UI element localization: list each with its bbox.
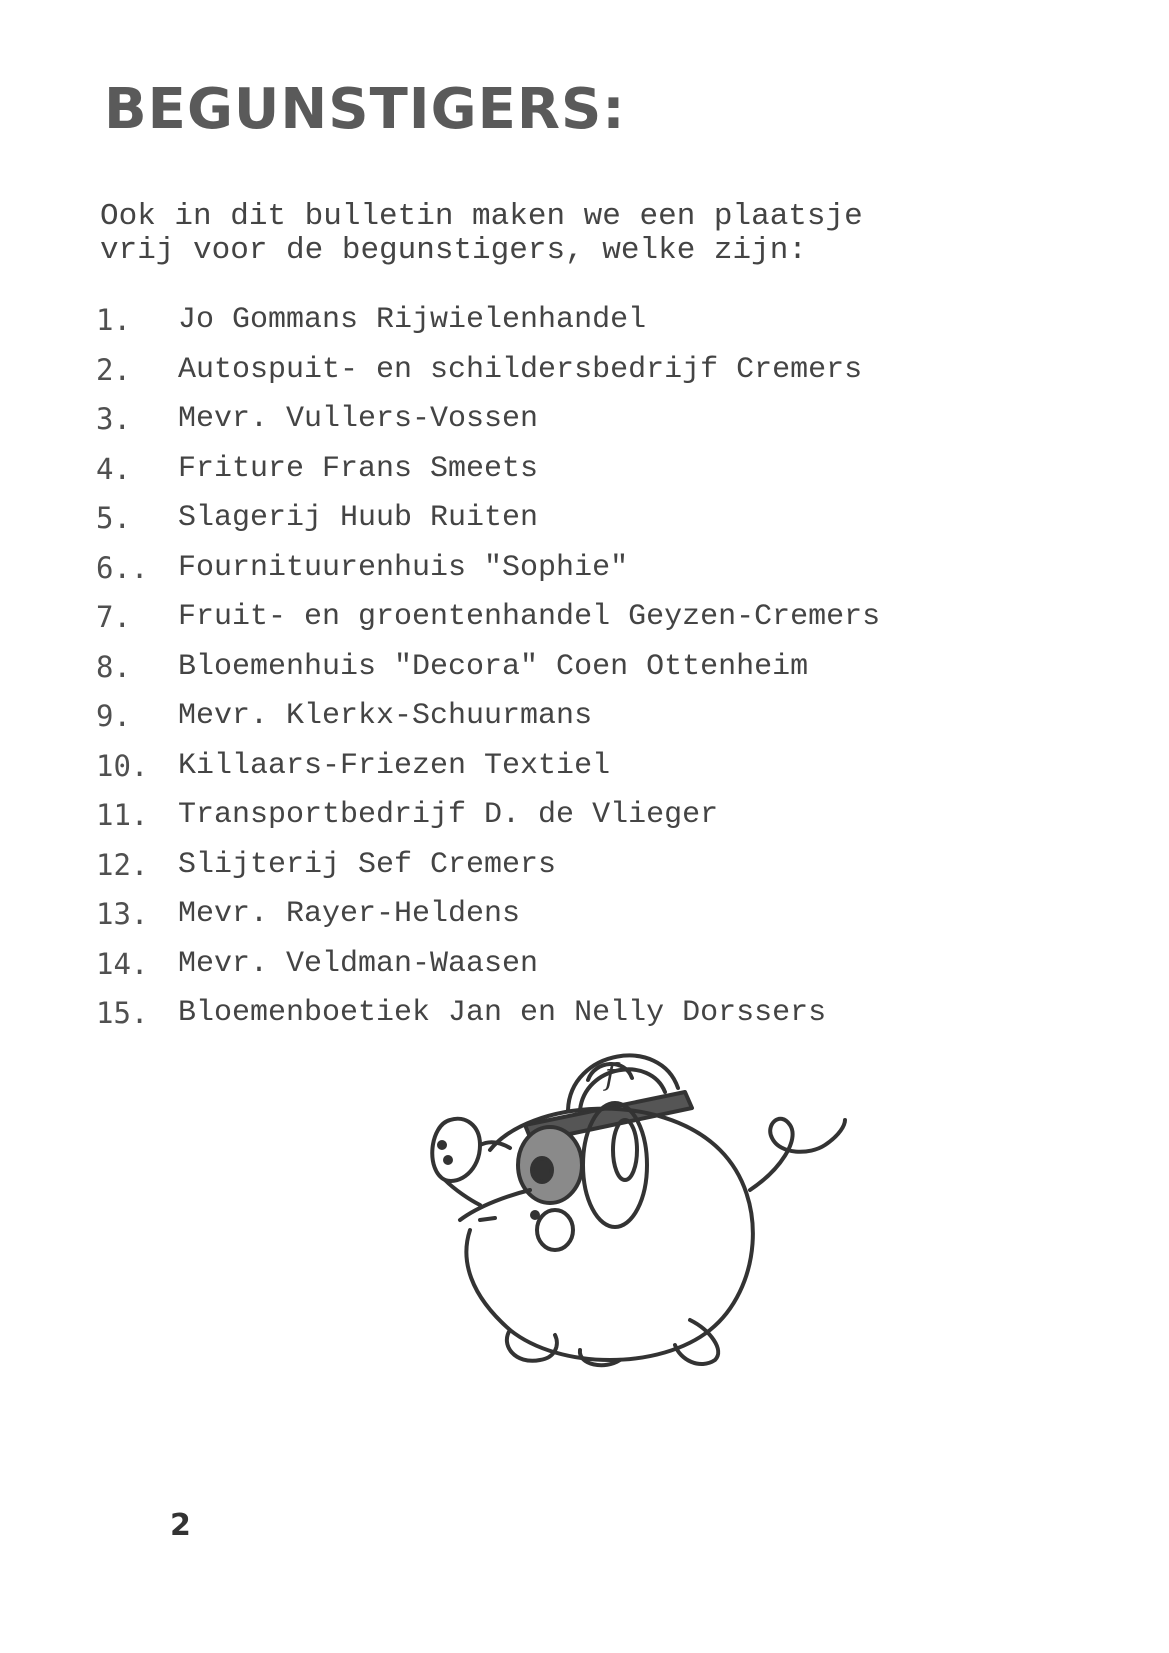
item-text: Killaars-Friezen Textiel [178, 748, 611, 783]
item-text: Slijterij Sef Cremers [178, 847, 557, 882]
item-text: Friture Frans Smeets [178, 451, 539, 486]
item-text: Fournituurenhuis "Sophie" [178, 550, 629, 585]
item-number: 2. [96, 352, 131, 387]
list-item [96, 399, 880, 449]
item-number: 9. [96, 699, 131, 733]
list-item [96, 795, 880, 845]
page-number: 2 [170, 1508, 191, 1543]
list-item [96, 746, 880, 796]
item-text: Autospuit- en schildersbedrijf Cremers [178, 352, 863, 387]
item-text: Mevr. Vullers-Vossen [178, 402, 539, 436]
item-number: 12. [96, 847, 149, 882]
piggy-bank-icon [420, 1030, 900, 1400]
intro-line-2: vrij voor de begunstigers, welke zijn: [100, 233, 807, 268]
item-text: Bloemenboetiek Jan en Nelly Dorssers [178, 996, 827, 1030]
item-text: Slagerij Huub Ruiten [178, 501, 539, 535]
list-item [96, 944, 880, 994]
list-item [96, 300, 880, 350]
item-number: 5. [96, 501, 131, 535]
list-item [96, 597, 880, 647]
page-title: BEGUNSTIGERS: [104, 77, 626, 142]
item-text: Transportbedrijf D. de Vlieger [178, 798, 719, 832]
item-text: Mevr. Rayer-Heldens [178, 897, 521, 931]
list-item [96, 845, 880, 895]
intro-line-1: Ook in dit bulletin maken we een plaatsje [100, 199, 863, 234]
list-item [96, 647, 880, 697]
item-text: Bloemenhuis "Decora" Coen Ottenheim [178, 649, 809, 684]
item-text: Mevr. Veldman-Waasen [178, 946, 539, 981]
item-number: 15. [96, 996, 149, 1030]
item-number: 3. [96, 402, 131, 436]
item-number: 1. [96, 303, 131, 337]
item-number: 13. [96, 897, 149, 931]
item-text: Mevr. Klerkx-Schuurmans [178, 699, 593, 733]
list-item [96, 696, 880, 746]
item-number: 14. [96, 946, 149, 981]
item-text: Fruit- en groentenhandel Geyzen-Cremers [178, 600, 881, 634]
intro-paragraph [100, 200, 1000, 268]
item-number: 4. [96, 451, 131, 486]
item-number: 8. [96, 649, 131, 684]
item-number: 11. [96, 798, 149, 832]
list-item [96, 449, 880, 499]
list-item [96, 894, 880, 944]
item-text: Jo Gommans Rijwielenhandel [178, 303, 647, 337]
sponsor-list [96, 300, 880, 1043]
list-item [96, 548, 880, 598]
item-number: 10. [96, 748, 149, 783]
coin-letter: f [605, 1058, 617, 1093]
list-item [96, 350, 880, 400]
item-number: 6.. [96, 550, 149, 585]
item-number: 7. [96, 600, 131, 634]
list-item [96, 498, 880, 548]
